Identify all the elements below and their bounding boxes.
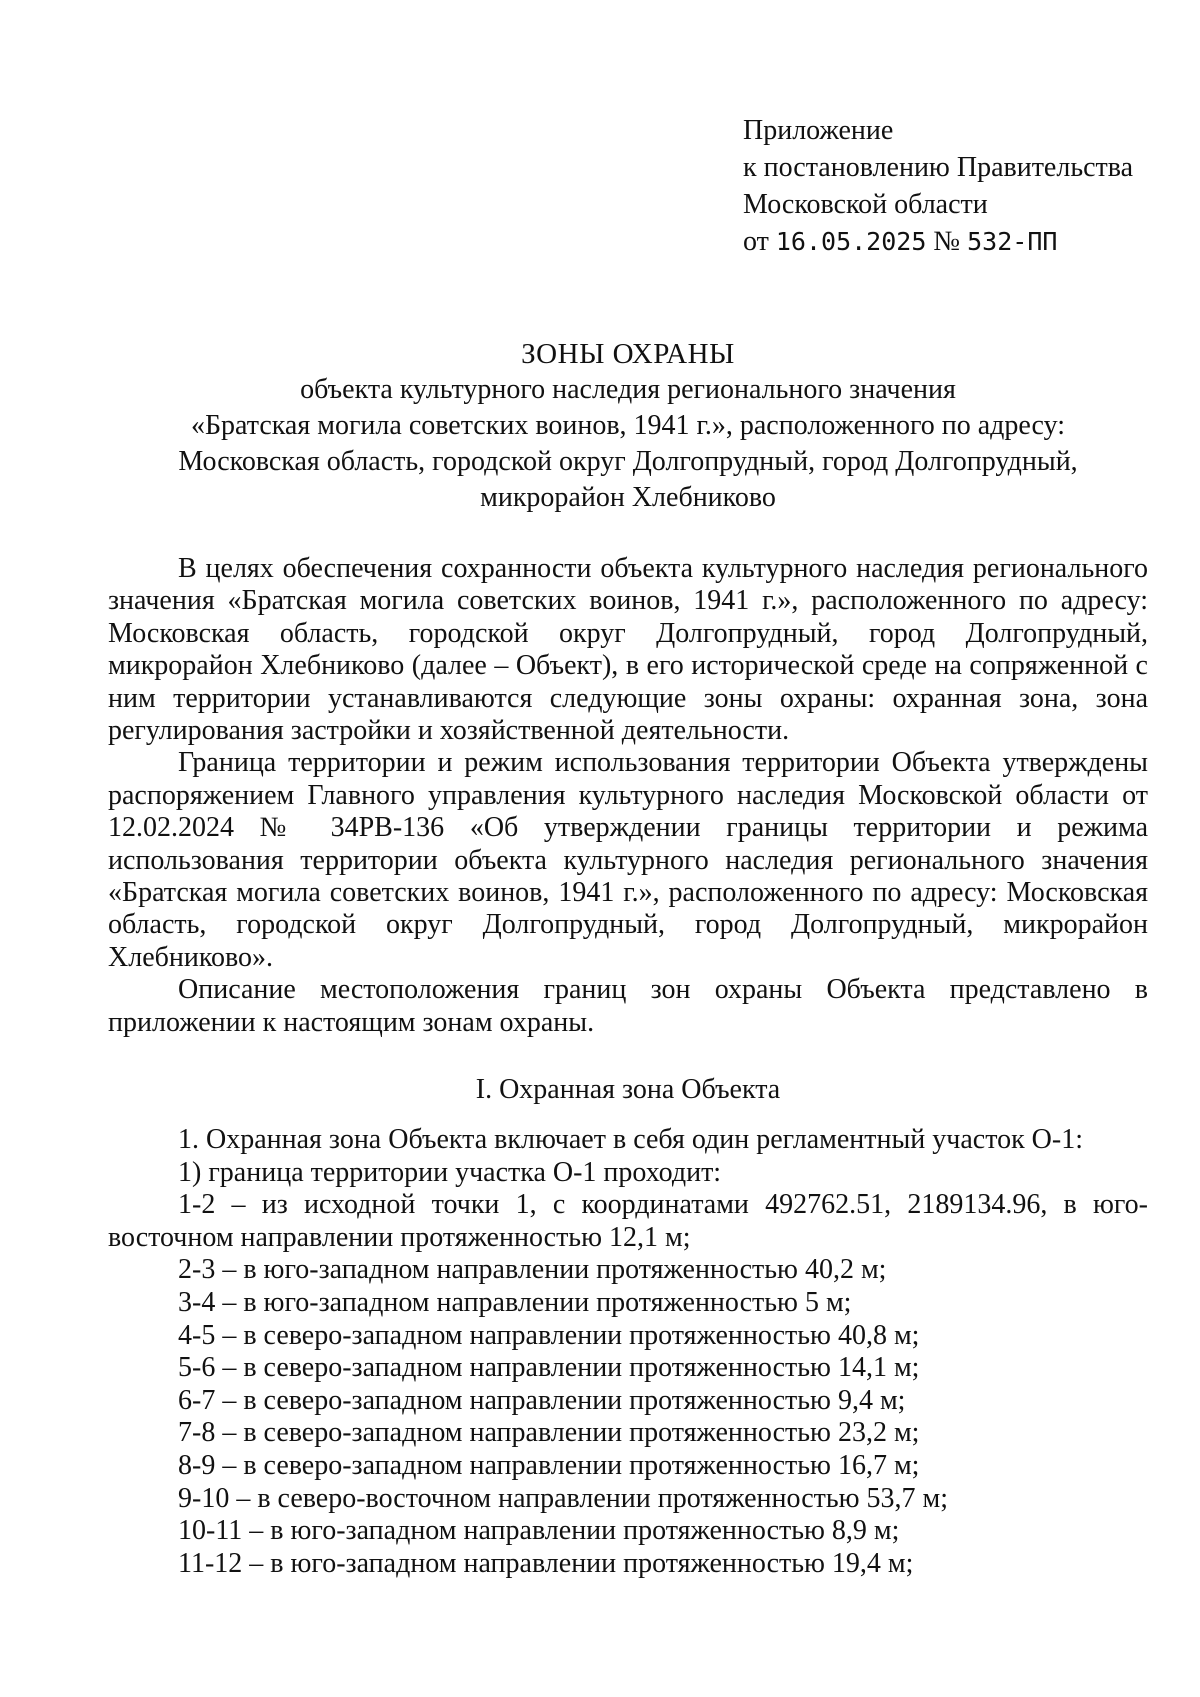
date-prefix: от: [743, 226, 769, 257]
number-sign: №: [933, 226, 961, 257]
title-line-2: объекта культурного наследия регионального значения: [300, 374, 956, 405]
boundary-segment: 2-3 – в юго-западном направлении протяженностью 40,2 м;: [178, 1254, 887, 1286]
title-line-4: Московская область, городской округ Долгопрудный, город Долгопрудный,: [178, 446, 1078, 477]
intro-body: [108, 553, 1148, 1039]
appendix-line-2: к постановлению Правительства: [743, 152, 1134, 183]
boundary-segment: 4-5 – в северо-западном направлении протяженностью 40,8 м;: [178, 1319, 920, 1351]
section-item: 1-2 – из исходной точки 1, с координатами 492762.51, 2189134.96, в юго-восточном направлении протяженностью 12,1 м;: [108, 1189, 1148, 1253]
number-value: 532-ПП: [967, 227, 1058, 256]
boundary-segment: 6-7 – в северо-западном направлении протяженностью 9,4 м;: [178, 1384, 906, 1416]
title-line-3: «Братская могила советских воинов, 1941 г.», расположенного по адресу:: [190, 410, 1066, 441]
section-content: [108, 1124, 1148, 1580]
appendix-header: [743, 112, 1133, 260]
document-title: [108, 336, 1148, 516]
boundary-segment: 9-10 – в северо-восточном направлении протяженностью 53,7 м;: [178, 1482, 949, 1514]
paragraph: Граница территории и режим использования территории Объекта утверждены распоряжением Главного управления культурного наследия Московской области от 12.02.2024 № 34РВ-136 «Об утверждении границы территории и режима использования территории объекта культурного наследия регионального значения «Братская могила советских воинов, 1941 г.», расположенного по адресу: Московская область, городской округ Долгопрудный, город Долгопрудный, микрорайон Хлебниково».: [108, 747, 1148, 973]
boundary-segment: 3-4 – в юго-западном направлении протяженностью 5 м;: [178, 1286, 852, 1318]
appendix-date-line: [743, 223, 1133, 260]
section-item: 1) граница территории участка О-1 проходит:: [178, 1156, 722, 1188]
appendix-line-1: Приложение: [743, 115, 894, 146]
section-item: 1. Охранная зона Объекта включает в себя один регламентный участок О-1:: [178, 1124, 1083, 1155]
boundary-segment: 8-9 – в северо-западном направлении протяженностью 16,7 м;: [178, 1449, 920, 1481]
section-heading: I. Охранная зона Объекта: [475, 1074, 781, 1105]
title-main: ЗОНЫ ОХРАНЫ: [521, 338, 735, 370]
paragraph: Описание местоположения границ зон охраны Объекта представлено в приложении к настоящим зонам охраны.: [108, 974, 1148, 1038]
date-value: 16.05.2025: [775, 227, 927, 256]
boundary-segment: 5-6 – в северо-западном направлении протяженностью 14,1 м;: [178, 1352, 920, 1384]
paragraph: В целях обеспечения сохранности объекта культурного наследия регионального значения «Братская могила советских воинов, 1941 г.», расположенного по адресу: Московская область, городской округ Долгопрудный, город Долгопрудный, микрорайон Хлебниково (далее – Объект), в его исторической среде на сопряженной с ним территории устанавливаются следующие зоны охраны: охранная зона, зона регулирования застройки и хозяйственной деятельности.: [108, 553, 1148, 747]
boundary-segment: 11-12 – в юго-западном направлении протяженностью 19,4 м;: [178, 1547, 914, 1579]
title-line-5: микрорайон Хлебниково: [480, 482, 776, 513]
boundary-segment: 10-11 – в юго-западном направлении протяженностью 8,9 м;: [178, 1515, 900, 1547]
appendix-line-3: Московской области: [743, 189, 988, 220]
boundary-segment: 7-8 – в северо-западном направлении протяженностью 23,2 м;: [178, 1417, 920, 1449]
